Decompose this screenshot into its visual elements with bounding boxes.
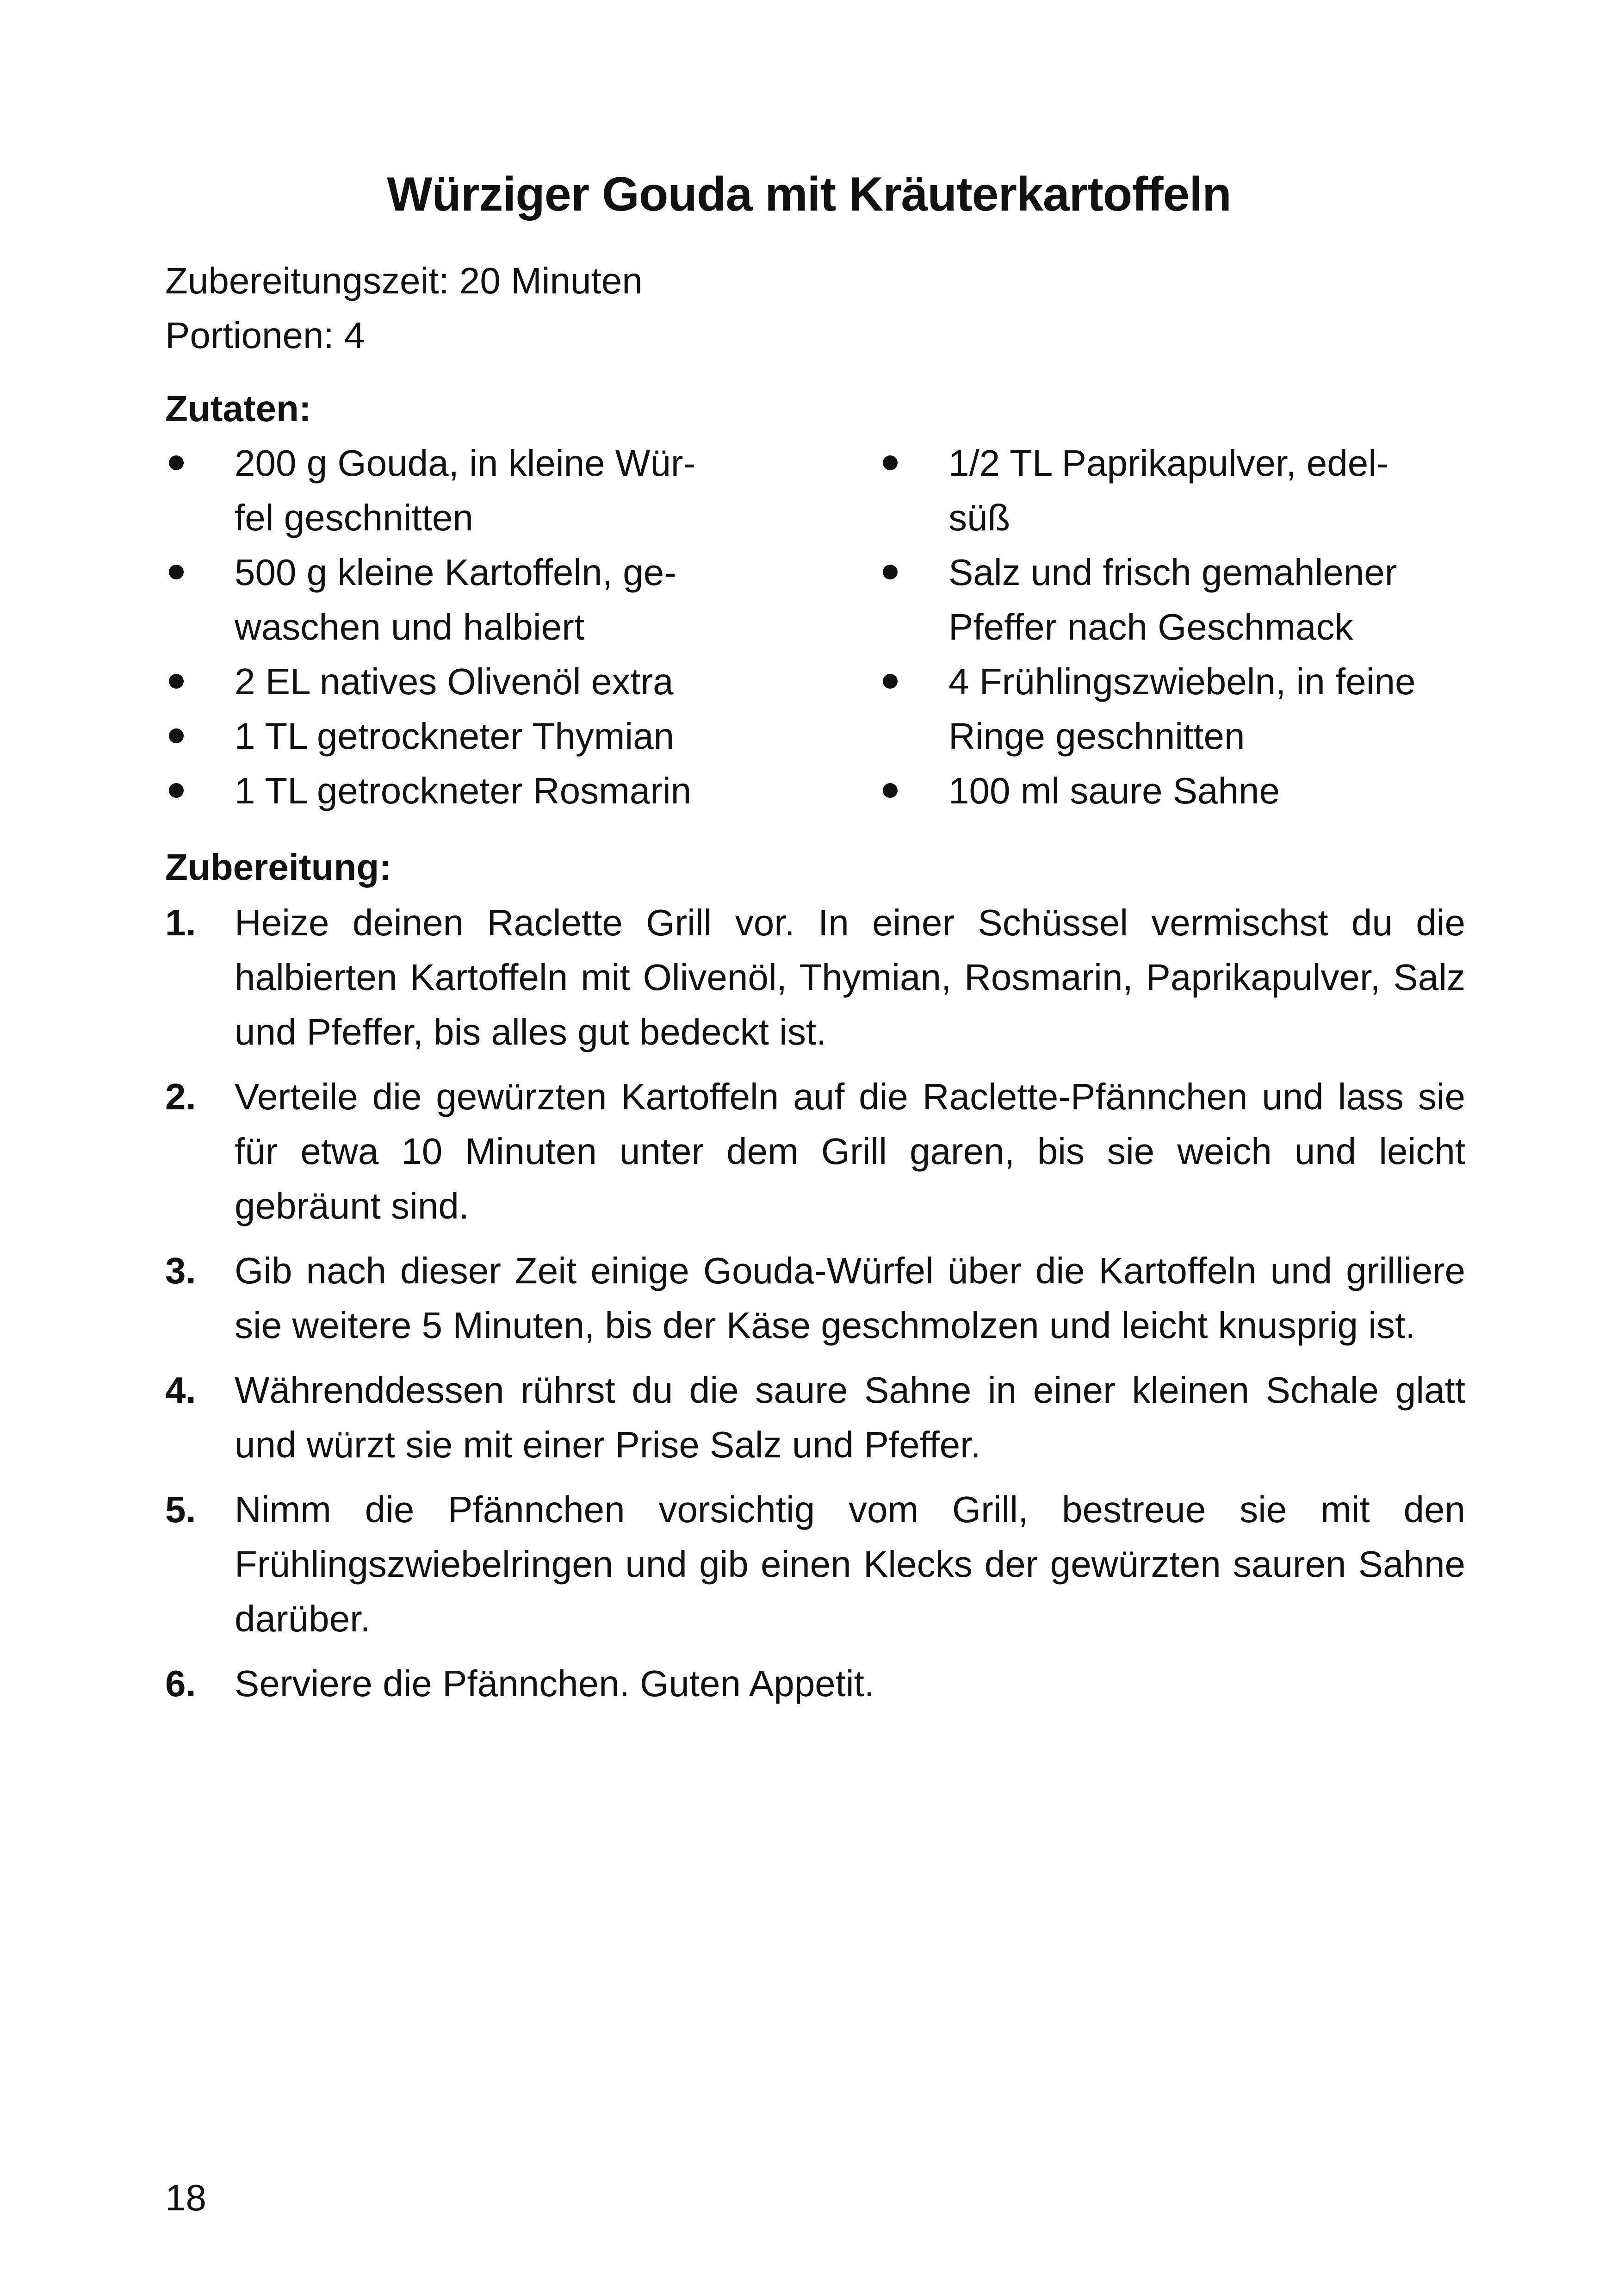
- step-number: 5.: [165, 1489, 196, 1530]
- step-item: [165, 896, 1465, 1059]
- prep-time: Zubereitungszeit: 20 Minuten: [165, 260, 643, 301]
- step-number: 2.: [165, 1076, 196, 1117]
- step-item: [165, 1656, 1465, 1711]
- ingredient-item: 200 g Gouda, in kleine Wür- fel geschnitten: [235, 442, 696, 538]
- ingredient-item: 1 TL getrockneter Thymian: [235, 716, 675, 757]
- ingredient-item: 4 Frühlingszwiebeln, in feine Ringe geschnitten: [948, 661, 1416, 757]
- ingredient-item: 500 g kleine Kartoffeln, ge- waschen und halbiert: [235, 552, 676, 647]
- ingredient-item: 1/2 TL Paprikapulver, edel- süß: [948, 442, 1389, 538]
- ingredient-item: 2 EL natives Olivenöl extra: [235, 661, 674, 702]
- step-number: 6.: [165, 1663, 196, 1704]
- preparation-heading: Zubereitung:: [165, 846, 391, 888]
- ingredient-item: 100 ml saure Sahne: [948, 770, 1280, 811]
- step-text: Währenddessen rührst du die saure Sahne in einer kleinen Schale glatt und würzt sie mit einer Prise Salz und Pfeffer.: [235, 1369, 1465, 1465]
- step-number: 1.: [165, 902, 196, 943]
- servings: Portionen: 4: [165, 315, 365, 356]
- step-text: Serviere die Pfännchen. Guten Appetit.: [235, 1663, 875, 1704]
- step-text: Nimm die Pfännchen vorsichtig vom Grill, bestreue sie mit den Frühlingszwiebelringen und gib einen Klecks der gewürzten sauren Sahne darüber.: [235, 1489, 1465, 1639]
- preparation-steps: [165, 896, 1465, 1721]
- ingredient-item: Salz und frisch gemahlener Pfeffer nach Geschmack: [948, 552, 1397, 647]
- step-item: [165, 1244, 1465, 1353]
- step-item: [165, 1070, 1465, 1233]
- step-text: Gib nach dieser Zeit einige Gouda-Würfel über die Kartoffeln und grilliere sie weitere 5 Minuten, bis der Käse geschmolzen und leicht knusprig ist.: [235, 1250, 1465, 1346]
- ingredients-list-left: [165, 436, 767, 818]
- ingredients-list-right: [879, 436, 1504, 818]
- step-number: 3.: [165, 1250, 196, 1291]
- page-number: 18: [165, 2177, 206, 2218]
- step-item: [165, 1363, 1465, 1472]
- step-text: Verteile die gewürzten Kartoffeln auf die Raclette-Pfännchen und lass sie für etwa 10 Minuten unter dem Grill garen, bis sie weich und leicht gebräunt sind.: [235, 1076, 1465, 1226]
- recipe-title: Würziger Gouda mit Kräuterkartoffeln: [387, 168, 1231, 221]
- step-text: Heize deinen Raclette Grill vor. In einer Schüssel vermischst du die halbierten Kartoffeln mit Olivenöl, Thymian, Rosmarin, Paprikapulver, Salz und Pfeffer, bis alles gut bedeckt ist.: [235, 902, 1465, 1052]
- step-number: 4.: [165, 1369, 196, 1411]
- ingredients-heading: Zutaten:: [165, 388, 311, 429]
- step-item: [165, 1482, 1465, 1646]
- recipe-meta: [165, 254, 643, 363]
- ingredient-item: 1 TL getrockneter Rosmarin: [235, 770, 692, 811]
